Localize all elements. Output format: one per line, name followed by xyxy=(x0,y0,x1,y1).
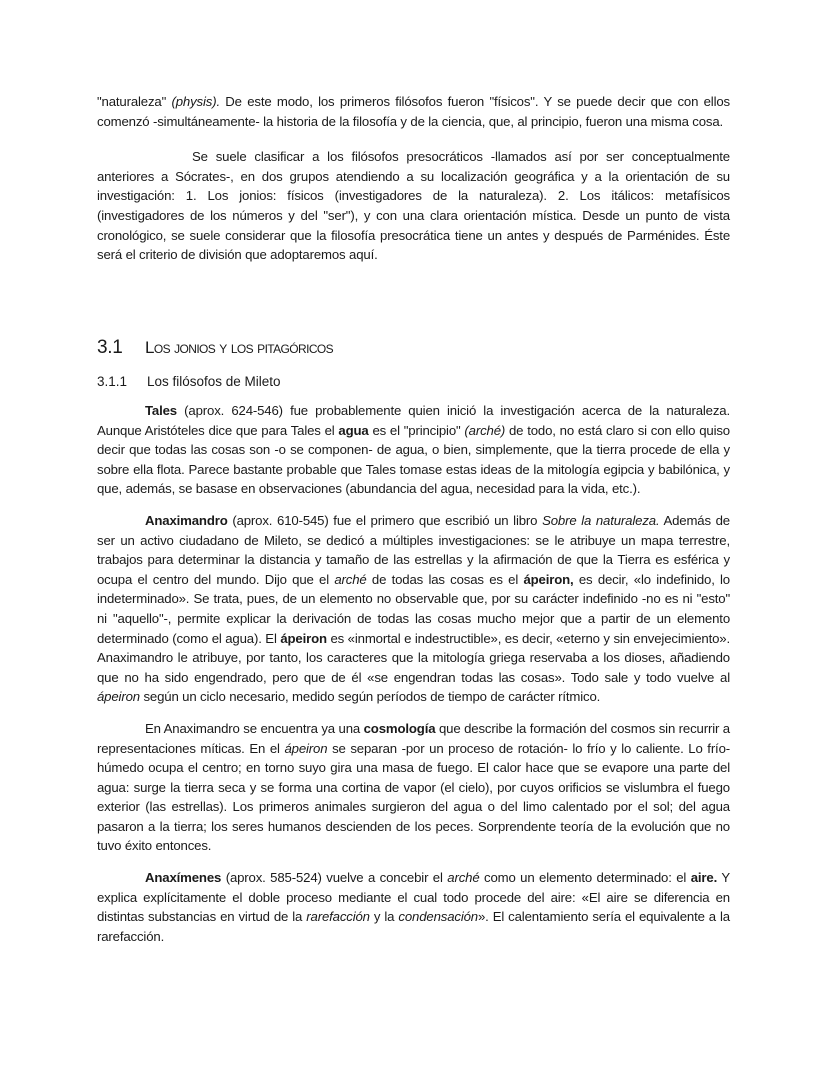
text-run: que describe la formación del cosmos sin recurrir a representaciones míticas. En el xyxy=(97,720,730,756)
body-block xyxy=(97,401,730,946)
text-run: (aprox. 610-545) fue el primero que escribió un libro xyxy=(227,512,543,528)
text-run: como un elemento determinado: el xyxy=(479,870,691,886)
italic-term: rarefacción xyxy=(306,909,370,925)
text-run: se separan -por un proceso de rotación- lo frío y lo caliente. Lo frío-húmedo ocupa el centro; en torno suyo gira una masa de fuego. El calor hace que se evapore una parte del agua: surge la tierra seca y se forma una cortina de vapor (el cielo), por cuyos orificios se vislumbra el fuego exterior (las estrellas). Los primeros animales surgieron del agua o del limo calentado por el sol; del agua pasaron a la tierra; los seres humanos descienden de los peces. Sorprendente teoría de la evolución que no tuvo éxito entonces. xyxy=(97,740,730,854)
text-run: es decir, «lo indefinido, lo indeterminado». Se trata, pues, de un elemento no observable que, por su carácter indefinido -no es ni "esto" ni "aquello"-, permite explicar la derivación de todas las cosas mucho mejor que a partir de un elemento determinado (como el agua). El xyxy=(97,571,730,646)
text-run: es «inmortal e indestructible», es decir, «eterno y sin envejecimiento». Anaximandro le atribuye, por tanto, los caracteres que la mitología griega reservaba a los dioses, añadiendo que no ha sido engendrado, pero que de él «se engendran todas las cosas». Todo sale y todo vuelve al xyxy=(97,630,730,685)
text-run: "naturaleza" xyxy=(97,94,172,109)
text-run: De este modo, los primeros filósofos fueron "físicos". Y se puede decir que con ellos comenzó -simultáneamente- la historia de la filosofía y de la ciencia, que, al principio, fueron una misma cosa. xyxy=(97,94,730,129)
bold-term: Tales xyxy=(145,403,177,418)
italic-term: ápeiron xyxy=(97,689,140,705)
italic-term: Sobre la naturaleza. xyxy=(542,512,660,528)
italic-term: arché xyxy=(447,870,480,886)
intro-paragraph-2: Se suele clasificar a los filósofos presocráticos -llamados así por ser conceptualmente anteriores a Sócrates-, en dos grupos atendiendo a su localización geográfica y a la orientación de su investigación: 1. Los jonios: físicos (investigadores de la naturaleza). 2. Los itálicos: metafísicos (investigadores de los números y del "ser"), y con una clara orientación mística. Desde un punto de vista cronológico, se suele considerar que la filosofía presocrática tiene un antes y después de Parménides. Éste será el criterio de división que adoptaremos aquí. xyxy=(97,149,730,263)
italic-term: arché xyxy=(334,571,367,587)
bold-term: agua xyxy=(338,422,369,438)
intro-block xyxy=(97,92,730,265)
text-run: Además de ser un activo ciudadano de Mileto, se dedicó a múltiples investigaciones: se le atribuye un mapa terrestre, trabajos para determinar la distancia y tamaño de las estrellas y la afirmación de que la Tierra es esférica y ocupa el centro del mundo. Dijo que el xyxy=(97,512,730,587)
italic-term: condensación xyxy=(398,909,478,925)
text-run: es el "principio" xyxy=(368,422,465,438)
text-run: de todas las cosas es el xyxy=(366,571,524,587)
text-run: ». El calentamiento sería el equivalente a la rarefacción. xyxy=(97,909,730,944)
paragraph-anaximandro xyxy=(97,511,730,707)
italic-term: (physis). xyxy=(171,94,220,109)
italic-term: (arché) xyxy=(464,422,506,438)
subsection-heading xyxy=(97,374,281,389)
text-run: (aprox. 585-524) vuelve a concebir el xyxy=(221,870,448,886)
bold-term: cosmología xyxy=(363,720,436,736)
section-title: Los jonios y los pitagóricos xyxy=(145,338,334,357)
paragraph-anaximenes xyxy=(97,868,730,946)
text-run: Y explica explícitamente el doble proceso mediante el cual todo procede del aire: «El aire se diferencia en distintas substancias en virtud de la xyxy=(97,870,730,925)
text-run: según un ciclo necesario, medido según períodos de tiempo de carácter rítmico. xyxy=(139,689,601,705)
subsection-number: 3.1.1 xyxy=(97,374,128,389)
bold-term: aire. xyxy=(690,870,718,886)
text-run: (aprox. 624-546) fue probablemente quien inició la investigación acerca de la naturaleza. Aunque Aristóteles dice que para Tales el xyxy=(97,403,730,438)
bold-term: Anaximandro xyxy=(145,512,228,528)
bold-term: ápeiron xyxy=(280,630,327,646)
subsection-title: Los filósofos de Mileto xyxy=(147,374,281,389)
text-run: y la xyxy=(369,909,399,925)
intro-paragraph-1 xyxy=(97,92,730,131)
text-run: de todo, no está claro si con ello quiso decir que todas las cosas son -o se componen- de agua, o bien, simplemente, que la tierra procede de ella y sobre ella flota. Parece bastante probable que Tales tomase estas ideas de la mitología egipcia y babilónica, y que, además, se basase en observaciones (abundancia del agua, necesidad para la vida, etc.). xyxy=(97,422,730,497)
paragraph-tales xyxy=(97,401,730,499)
bold-term: ápeiron, xyxy=(523,571,574,587)
italic-term: ápeiron xyxy=(284,740,328,756)
section-heading xyxy=(97,337,333,359)
text-run: En Anaximandro se encuentra ya una xyxy=(145,720,364,736)
bold-term: Anaxímenes xyxy=(145,870,222,886)
section-number: 3.1 xyxy=(97,337,123,358)
paragraph-cosmologia xyxy=(97,719,730,856)
